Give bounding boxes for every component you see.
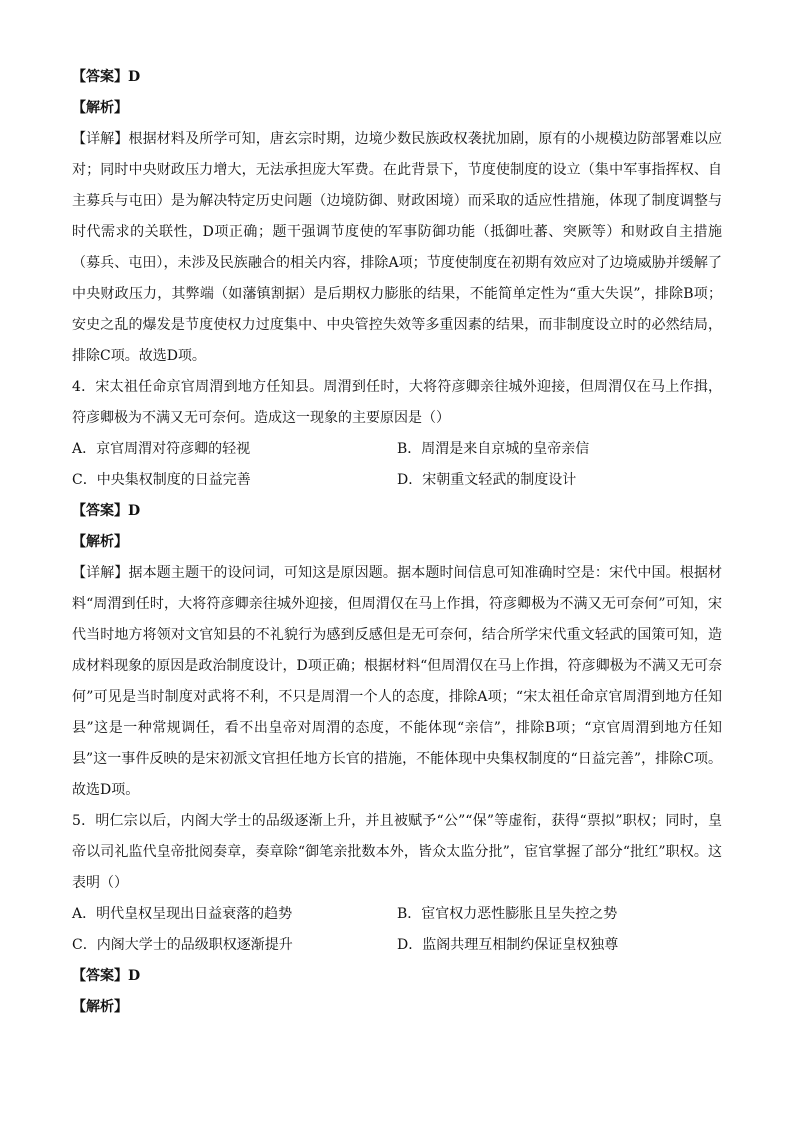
q4-options-row-2	[72, 465, 722, 496]
q4-option-d: D．宋朝重文轻武的制度设计	[397, 472, 577, 488]
q5-option-a: A．明代皇权呈现出日益衰落的趋势	[72, 906, 293, 922]
q5-analysis-heading: 【解析】	[72, 999, 128, 1015]
q4-analysis-heading: 【解析】	[72, 534, 128, 550]
q4-option-b: B．周渭是来自京城的皇帝亲信	[397, 441, 590, 457]
q3-analysis-heading: 【解析】	[72, 100, 128, 116]
q5-option-c: C．内阁大学士的品级职权逐渐提升	[72, 937, 293, 953]
q4-detail: 【详解】据本题主题干的设问词，可知这是原因题。据本题时间信息可知准确时空是：宋代中国。根据材料“周渭到任时，大将符彦卿亲往城外迎接，但周渭仅在马上作揖，符彦卿极为不满又无可奈何”可知，宋代当时地方将领对文官知县的不礼貌行为感到反感但是无可奈何，结合所学宋代重文轻武的国策可知，造成材料现象的原因是政治制度设计，D项正确；根据材料“但周渭仅在马上作揖，符彦卿极为不满又无可奈何”可见是当时制度对武将不利，不只是周渭一个人的态度，排除A项；“宋太祖任命京官周渭到地方任知县”这是一种常规调任，看不出皇帝对周渭的态度，不能体现“亲信”，排除B项；“京官周渭到地方任知县”这一事件反映的是宋初派文官担任地方长官的措施，不能体现中央集权制度的“日益完善”，排除C项。故选D项。	[72, 565, 722, 798]
q5-answer: 【答案】D	[72, 968, 141, 984]
q4-option-a: A．京官周渭对符彦卿的轻视	[72, 441, 251, 457]
q3-detail: 【详解】根据材料及所学可知，唐玄宗时期，边境少数民族政权袭扰加剧，原有的小规模边防部署难以应对；同时中央财政压力增大，无法承担庞大军费。在此背景下，节度使制度的设立（集中军事指挥权、自主募兵与屯田）是为解决特定历史问题（边境防御、财政困境）而采取的适应性措施，体现了制度调整与时代需求的关联性，D项正确；题干强调节度使的军事防御功能（抵御吐蕃、突厥等）和财政自主措施（募兵、屯田），未涉及民族融合的相关内容，排除A项；节度使制度在初期有效应对了边境威胁并缓解了中央财政压力，其弊端（如藩镇割据）是后期权力膨胀的结果，不能简单定性为“重大失误”，排除B项；安史之乱的爆发是节度使权力过度集中、中央管控失效等多重因素的结果，而非制度设立时的必然结局，排除C项。故选D项。	[72, 131, 722, 364]
q5-options-row-2	[72, 930, 722, 961]
q5-option-d: D．监阁共理互相制约保证皇权独尊	[397, 937, 619, 953]
q4-options-row-1	[72, 434, 722, 465]
q3-answer: 【答案】D	[72, 69, 141, 85]
document-page	[72, 62, 722, 1023]
q5-option-b: B．宦官权力恶性膨胀且呈失控之势	[397, 906, 618, 922]
q4-stem: 4．宋太祖任命京官周渭到地方任知县。周渭到任时，大将符彦卿亲往城外迎接，但周渭仅在马上作揖，符彦卿极为不满又无可奈何。造成这一现象的主要原因是（）	[72, 379, 722, 426]
q4-option-c: C．中央集权制度的日益完善	[72, 472, 251, 488]
q4-answer: 【答案】D	[72, 503, 141, 519]
q5-options-row-1	[72, 899, 722, 930]
q5-stem: 5．明仁宗以后，内阁大学士的品级逐渐上升，并且被赋予“公”“保”等虚衔，获得“票拟”职权；同时，皇帝以司礼监代皇帝批阅奏章，奏章除“御笔亲批数本外，皆众太监分批”，宦官掌握了部分“批红”职权。这表明（）	[72, 813, 722, 891]
